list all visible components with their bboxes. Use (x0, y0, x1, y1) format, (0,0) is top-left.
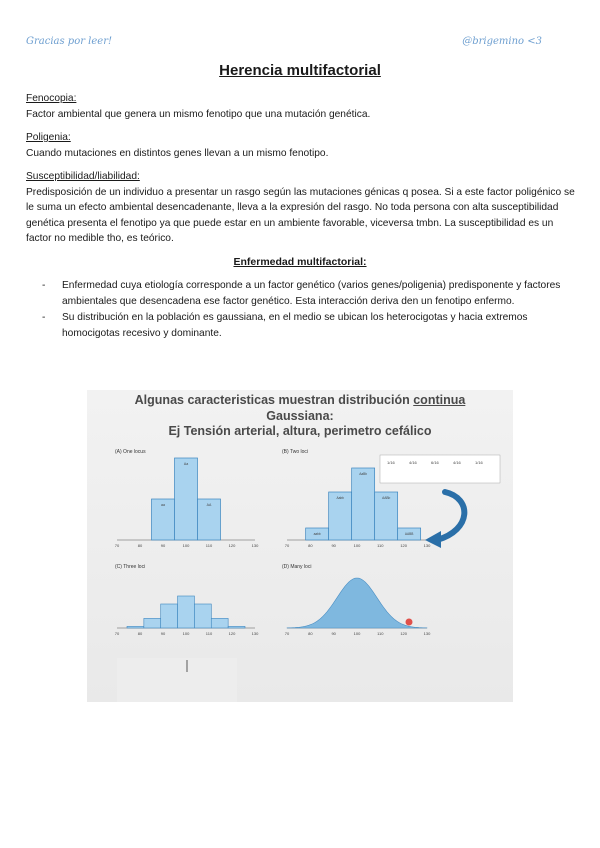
section-body: Cuando mutaciones en distintos genes llevan a un mismo fenotipo. (26, 147, 329, 159)
panel-d-tick-label: 70 (284, 631, 290, 636)
panel-c-tick-label: 100 (182, 631, 190, 636)
panel-b-legend-value: 1/16 (387, 460, 395, 465)
section-fenocopia (26, 91, 576, 122)
panel-b-tick-label: 100 (353, 543, 361, 548)
panel-d-tick-label: 100 (353, 631, 361, 636)
header-right-handle: @brigemino <3 (462, 36, 542, 47)
panel-d-tick-label: 110 (377, 631, 384, 636)
figure-graphics (87, 390, 513, 702)
header-left-note: Gracias por leer! (26, 36, 113, 47)
panel-b-bar (352, 468, 375, 540)
subheading-enfermedad: Enfermedad multifactorial: (233, 256, 367, 268)
panel-b-tick-label: 110 (377, 543, 384, 548)
panel-b-legend-value: 6/16 (431, 460, 439, 465)
panel-a-tick-label: 120 (228, 543, 236, 548)
list-item: - Su distribución en la población es gaussiana, en el medio se ubican los heterocigotas y hacia extremos homocigotas recesivo y dominante. (42, 312, 528, 339)
section-susceptibilidad (26, 169, 576, 247)
panel-c-tick-label: 110 (205, 631, 213, 636)
list-item-text: Enfermedad cuya etiología corresponde a un factor genético (varios genes/poligenia) predisponente y factores ambientales que desencadena ese factor genético. Esta interacción deriva den un fenotipo enfermo. (62, 280, 561, 307)
panel-b-bar-label: AaBb (359, 472, 368, 476)
panel-a-label: (A) One locus (115, 449, 146, 455)
panel-b-label: (B) Two loci (282, 449, 309, 455)
panel-b-tick-label: 90 (331, 543, 336, 548)
panel-a-tick-label: 100 (182, 543, 190, 548)
section-heading: Fenocopia: (26, 93, 77, 104)
panel-c-bar (228, 626, 245, 628)
list-item: - Enfermedad cuya etiología corresponde a un factor genético (varios genes/poligenia) predisponente y factores ambientales que desencadena ese factor genético. Esta interacción deriva den un fenotipo enfermo. (42, 280, 561, 307)
section-heading: Susceptibilidad/liabilidad: (26, 171, 140, 182)
list-item-text: Su distribución en la población es gaussiana, en el medio se ubican los heterocigotas y hacia extremos homocigotas recesivo y dominante. (62, 312, 528, 339)
panel-e-crop (117, 658, 237, 702)
panel-d-highlight-dot (406, 619, 413, 626)
panel-b-bar-label: aabb (313, 532, 321, 536)
panel-a-tick-label: 90 (160, 543, 166, 548)
panel-b-tick-label: 120 (400, 543, 408, 548)
panel-a-bar (175, 458, 198, 540)
panel-a-tick-label: 130 (251, 543, 259, 548)
figure-title-line3: Ej Tensión arterial, altura, perimetro cefálico (168, 424, 432, 438)
panel-b-tick-label: 70 (284, 543, 290, 548)
panel-c-bar (211, 618, 228, 628)
section-body: Predisposición de un individuo a presentar un rasgo según las mutaciones génicas q posea. Si a este factor poligénico se le suma un efecto ambiental desencadenante, lleva a la expresión del rasgo. No toda persona con alta susceptibilidad genética presenta el fenotipo ya que puede estar en un ambiente favorable, viceversa tmbn. La susceptibilidad es un factor no medible tho, es teórico. (26, 186, 575, 244)
panel-c-bar (178, 596, 195, 628)
gaussian-figure (87, 390, 513, 702)
panel-c-bar (144, 618, 161, 628)
panel-d-tick-label: 120 (400, 631, 408, 636)
panel-d-tick-label: 90 (331, 631, 336, 636)
panel-b-tick-label: 130 (423, 543, 431, 548)
section-body: Factor ambiental que genera un mismo fenotipo que una mutación genética. (26, 108, 371, 120)
panel-b-legend-value: 4/16 (453, 460, 461, 465)
bullet-list (40, 278, 568, 342)
panel-d-tick-label: 80 (308, 631, 313, 636)
panel-a-bar-label: AA (206, 503, 212, 507)
panel-b-bar-label: AABB (404, 532, 414, 536)
panel-c-bar (161, 604, 178, 628)
panel-b-bar-label: AABb (382, 496, 391, 500)
panel-a-bar-label: aa (161, 503, 165, 507)
panel-b-tick-label: 80 (308, 543, 313, 548)
panel-d-tick-label: 130 (423, 631, 431, 636)
panel-d-label: (D) Many loci (282, 564, 312, 570)
panel-c-tick-label: 120 (228, 631, 236, 636)
panel-c-label: (C) Three loci (115, 564, 146, 570)
panel-c-tick-label: 90 (160, 631, 166, 636)
panel-c-bar (127, 626, 144, 628)
panel-a-tick-label: 110 (205, 543, 213, 548)
section-poligenia (26, 130, 576, 161)
panel-c-bar (194, 604, 211, 628)
panel-b-legend-value: 4/16 (409, 460, 417, 465)
section-heading: Poligenia: (26, 132, 71, 143)
figure-title-line2: Gaussiana: (266, 409, 334, 423)
panel-c-tick-label: 130 (251, 631, 259, 636)
panel-a-tick-label: 70 (114, 543, 120, 548)
panel-b-arrow (437, 492, 464, 540)
page-title: Herencia multifactorial (219, 62, 381, 79)
panel-b-bar-label: Aabb (336, 496, 344, 500)
panel-b-legend-value: 1/16 (475, 460, 483, 465)
panel-a-tick-label: 80 (137, 543, 143, 548)
figure-title-line1: Algunas caracteristicas muestran distribución continua (134, 393, 466, 407)
panel-c-tick-label: 80 (137, 631, 143, 636)
panel-c-tick-label: 70 (114, 631, 120, 636)
panel-a-bar-label: Aa (183, 462, 189, 466)
